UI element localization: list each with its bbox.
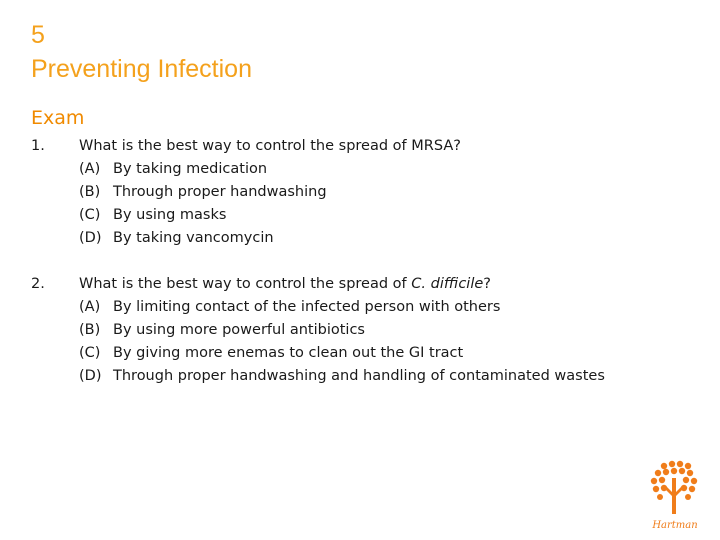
question-prompt: What is the best way to control the spread of MRSA? [79, 138, 461, 154]
option-letter: (B) [79, 322, 101, 338]
chapter-number: 5 [31, 21, 45, 49]
option-letter: (D) [79, 230, 102, 246]
question-number: 1. [31, 138, 45, 154]
option-text: By using more powerful antibiotics [113, 322, 365, 338]
option-text: Through proper handwashing and handling of contaminated wastes [113, 368, 605, 384]
question-2 [31, 273, 605, 388]
question-1 [31, 135, 461, 250]
option-text: By taking vancomycin [113, 230, 274, 246]
answer-option [79, 296, 605, 319]
option-text: By using masks [113, 207, 227, 223]
option-letter: (D) [79, 368, 102, 384]
logo-wordmark: Hartman [652, 520, 698, 531]
hartman-logo [644, 458, 706, 532]
question-prompt [79, 273, 491, 296]
option-letter: (A) [79, 299, 101, 315]
answer-option [79, 158, 461, 181]
option-text: By taking medication [113, 161, 268, 177]
slide-title [31, 18, 252, 86]
prompt-end: ? [483, 276, 491, 292]
option-text: By giving more enemas to clean out the GI tract [113, 345, 464, 361]
answer-option [79, 227, 461, 250]
option-text: Through proper handwashing [113, 184, 327, 200]
option-text: By limiting contact of the infected person with others [113, 299, 501, 315]
option-letter: (C) [79, 345, 101, 361]
option-letter: (B) [79, 184, 101, 200]
answer-option [79, 342, 605, 365]
question-number: 2. [31, 276, 45, 292]
chapter-title: Preventing Infection [31, 55, 252, 83]
prompt-text: What is the best way to control the spread of [79, 276, 412, 292]
heart-tree-icon [651, 461, 697, 514]
option-letter: (C) [79, 207, 101, 223]
option-letter: (A) [79, 161, 101, 177]
answer-option [79, 319, 605, 342]
answer-option [79, 204, 461, 227]
answer-option [79, 365, 605, 388]
answer-option [79, 181, 461, 204]
prompt-organism: C. difficile [411, 276, 484, 292]
section-heading: Exam [31, 107, 85, 129]
